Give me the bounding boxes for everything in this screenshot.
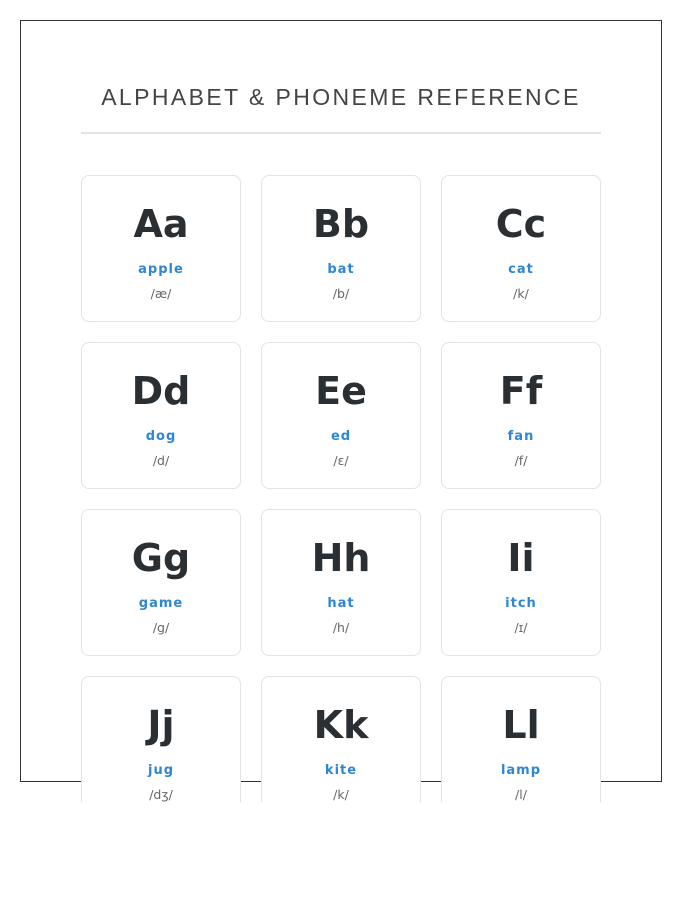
card-phoneme: /ɪ/	[514, 620, 528, 635]
card-letter: Gg	[131, 536, 191, 580]
card-example-word: bat	[327, 262, 355, 277]
letter-card-grid	[81, 175, 601, 802]
card-letter: Hh	[311, 536, 371, 580]
card-letter: Ll	[502, 703, 540, 747]
letter-card	[261, 342, 421, 489]
card-example-word: dog	[145, 429, 177, 444]
card-letter: Jj	[147, 703, 175, 747]
card-phoneme: /k/	[513, 286, 529, 301]
card-phoneme: /dʒ/	[149, 787, 173, 802]
card-phoneme: /g/	[152, 620, 170, 635]
card-phoneme: /k/	[333, 787, 349, 802]
title-divider	[81, 132, 601, 134]
card-letter: Ff	[499, 369, 543, 413]
card-phoneme: /h/	[332, 620, 350, 635]
card-phoneme: /f/	[514, 453, 528, 468]
card-letter: Cc	[495, 202, 547, 246]
card-phoneme: /ɛ/	[333, 453, 349, 468]
card-example-word: jug	[147, 763, 175, 778]
card-letter: Kk	[313, 703, 369, 747]
card-phoneme: /d/	[152, 453, 170, 468]
card-letter: Dd	[131, 369, 191, 413]
card-phoneme: /l/	[515, 787, 527, 802]
card-letter: Aa	[133, 202, 189, 246]
card-example-word: kite	[324, 763, 358, 778]
letter-card	[81, 342, 241, 489]
letter-card	[81, 676, 241, 802]
letter-card	[81, 175, 241, 322]
letter-card	[441, 509, 601, 656]
letter-card	[441, 342, 601, 489]
card-example-word: ed	[330, 429, 352, 444]
page-title: ALPHABET & PHONEME REFERENCE	[101, 84, 581, 110]
card-example-word: lamp	[500, 763, 542, 778]
letter-card	[261, 509, 421, 656]
card-example-word: itch	[505, 596, 537, 611]
letter-card	[441, 676, 601, 802]
letter-card	[81, 509, 241, 656]
card-phoneme: /æ/	[150, 286, 172, 301]
card-example-word: game	[138, 596, 184, 611]
card-letter: Bb	[312, 202, 370, 246]
card-example-word: apple	[138, 262, 184, 277]
card-example-word: hat	[327, 596, 355, 611]
card-phoneme: /b/	[332, 286, 350, 301]
card-example-word: cat	[508, 262, 534, 277]
letter-card	[261, 676, 421, 802]
letter-card	[441, 175, 601, 322]
card-example-word: fan	[507, 429, 535, 444]
card-letter: Ee	[315, 369, 367, 413]
card-letter: Ii	[507, 536, 535, 580]
letter-card	[261, 175, 421, 322]
